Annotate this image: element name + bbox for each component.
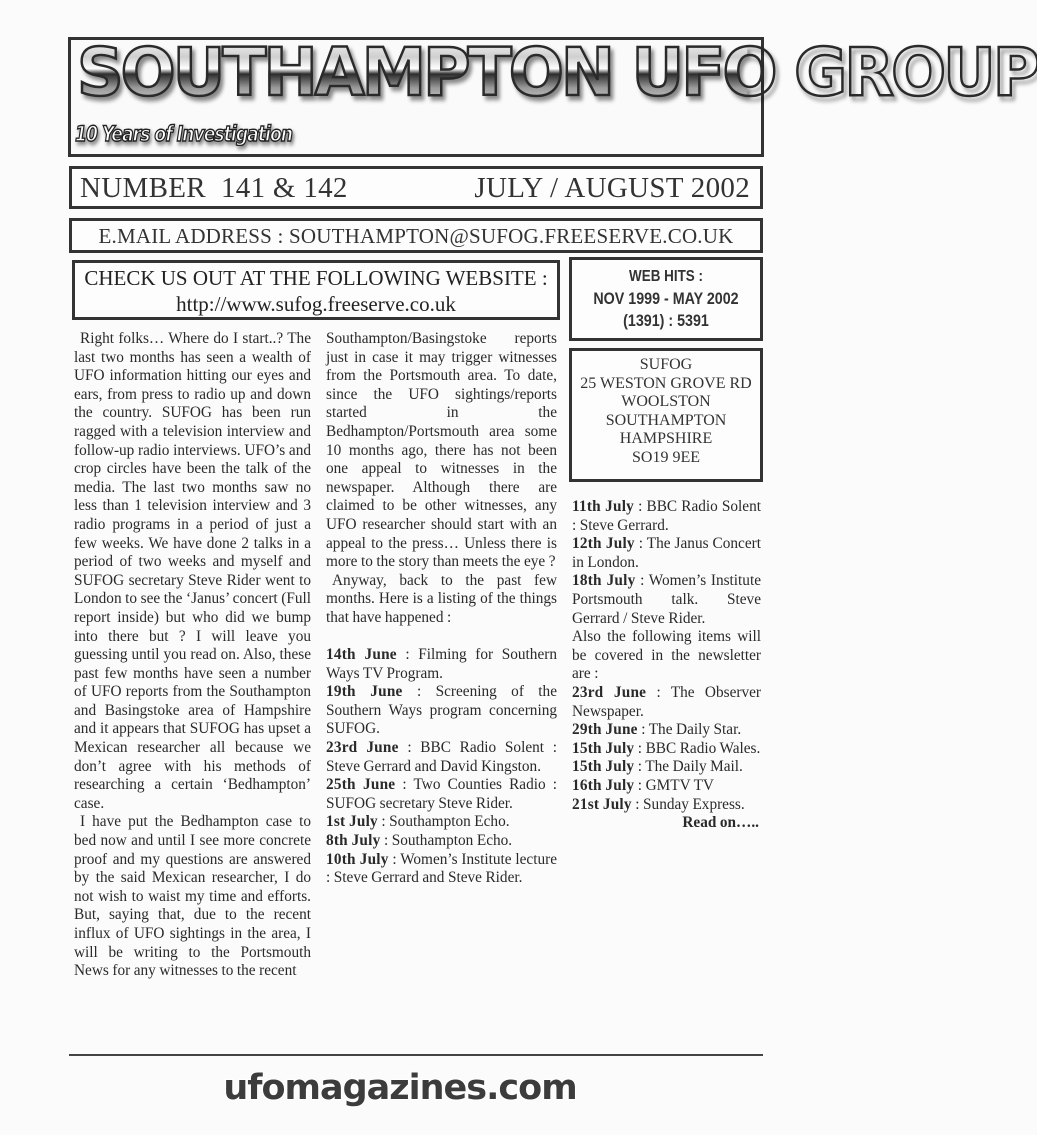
- article-column-left: [74, 330, 311, 981]
- events-list-happened: [326, 646, 557, 888]
- event-text: : Sunday Express.: [631, 795, 745, 813]
- event-date: 8th July: [326, 832, 381, 850]
- website-url: http://www.sufog.freeserve.co.uk: [176, 292, 456, 316]
- covered-entry: [572, 684, 761, 721]
- event-date: 12th July: [572, 535, 635, 553]
- covered-entry: [572, 740, 761, 759]
- event-entry: [326, 646, 557, 683]
- event-text: : Southampton Echo.: [377, 813, 510, 831]
- address-line: HAMPSHIRE: [619, 430, 713, 448]
- event-entry: [326, 851, 557, 888]
- article-paragraph: Anyway, back to the past few months. Here is a listing of the things that have happened :: [326, 571, 557, 626]
- web-hits-box: [569, 257, 763, 341]
- event-date: 15th July: [572, 758, 635, 776]
- event-date: 16th July: [572, 776, 635, 794]
- issue-date: JULY / AUGUST 2002: [474, 172, 750, 204]
- read-on-link: Read on…..: [682, 814, 759, 832]
- watermark: ufomagazines.com: [223, 1068, 577, 1108]
- event-entry: [326, 739, 557, 776]
- event-text: : Screening of the Southern Ways program concerning SUFOG.: [326, 683, 557, 738]
- event-entry: [326, 683, 557, 739]
- web-hits-title: WEB HITS :: [629, 268, 703, 285]
- event-date: 14th June: [326, 646, 397, 664]
- event-text: : BBC Radio Solent : Steve Gerrard and David Kingston.: [326, 739, 557, 775]
- article-paragraph: I have put the Bedhampton case to bed now and until I see more concrete proof and my questions are answered by the said Mexican researcher, I do not wish to waist my time and efforts. But, saying that, due to the recent influx of UFO sightings in the area, I will be writing to the Portsmouth News for any witnesses to the recent: [74, 813, 311, 980]
- event-entry: [326, 776, 557, 813]
- masthead: [68, 34, 1037, 157]
- event-text: : The Daily Star.: [637, 721, 742, 739]
- address-line: SO19 9EE: [632, 448, 700, 466]
- event-entry: [572, 572, 761, 628]
- covered-entry: [572, 758, 761, 777]
- event-text: : BBC Radio Solent : Steve Gerrard.: [572, 498, 761, 534]
- covered-entry: [572, 796, 761, 815]
- event-date: 21st July: [572, 795, 632, 813]
- email-address: E.MAIL ADDRESS : SOUTHAMPTON@SUFOG.FREESERVE.CO.UK: [98, 224, 734, 248]
- event-entry: [326, 832, 557, 851]
- event-text: : Two Counties Radio : SUFOG secretary Steve Rider.: [326, 776, 557, 812]
- address-line: SUFOG: [639, 356, 693, 373]
- event-date: 29th June: [572, 721, 638, 739]
- event-text: : Women’s Institute Portsmouth talk. Steve Gerrard / Steve Rider.: [572, 572, 761, 627]
- event-text: : Southampton Echo.: [380, 832, 513, 850]
- event-text: : Filming for Southern Ways TV Program.: [326, 646, 557, 682]
- article-paragraph: Right folks… Where do I start..? The last two months has seen a wealth of UFO information hitting our eyes and ears, from press to radio up and down the country. SUFOG has been run ragged with a television interview and follow-up radio interviews. UFO’s and crop circles have been the talk of the media. The last two months saw no less than 1 television interview and 3 radio programs in a period of just a few weeks. We have done 2 talks in a period of two weeks and myself and SUFOG secretary Steve Rider went to London to see the ‘Janus’ concert (Full report inside) but who did we bump into there but ? I will leave you guessing until you read on. Also, these past few months have seen a number of UFO reports from the Southampton and Basingstoke area of Hampshire and it appears that SUFOG has upset a Mexican researcher all because we don’t agree with his methods of researching a certain ‘Bedhampton’ case.: [74, 330, 311, 812]
- address-line: SOUTHAMPTON: [605, 411, 727, 429]
- event-entry: [326, 813, 557, 832]
- web-hits-count: (1391) : 5391: [623, 311, 709, 330]
- event-date: 23rd June: [572, 683, 647, 701]
- issue-number: NUMBER 141 & 142: [80, 172, 348, 204]
- event-date: 11th July: [572, 498, 635, 515]
- event-date: 25th June: [326, 776, 396, 794]
- website-heading: CHECK US OUT AT THE FOLLOWING WEBSITE :: [84, 266, 548, 290]
- article-column-right: [572, 498, 761, 833]
- event-entry: [572, 498, 761, 535]
- event-text: : The Observer Newspaper.: [572, 683, 761, 720]
- event-entry: [572, 535, 761, 572]
- covered-entry: [572, 721, 761, 740]
- event-date: 19th June: [326, 683, 403, 701]
- event-text: : GMTV TV: [634, 776, 714, 794]
- logo-title: SOUTHAMPTON UFO GROUP: [77, 34, 1037, 111]
- event-text: : The Janus Concert in London.: [572, 535, 761, 571]
- logo-tagline: 10 Years of Investigation: [75, 122, 293, 146]
- address-box: [569, 348, 763, 482]
- email-bar: [69, 218, 763, 253]
- event-date: 18th July: [572, 572, 636, 590]
- covered-entry: [572, 777, 761, 796]
- event-text: : Women’s Institute lecture : Steve Gerrard and Steve Rider.: [326, 850, 557, 887]
- article-paragraph: Southampton/Basingstoke reports just in case it may trigger witnesses from the Portsmouth area. To date, since the UFO sightings/reports started in the Bedhampton/Portsmouth area some 10 months ago, there has not been one appeal to witnesses in the newspaper. Although there are claimed to be other witnesses, any UFO researcher should start with an appeal to the press… Unless there is more to the story than meets the eye ?: [326, 330, 557, 571]
- article-column-middle: [326, 330, 557, 888]
- address-line: WOOLSTON: [621, 393, 711, 411]
- event-date: 1st July: [326, 813, 378, 831]
- issue-bar: [69, 166, 763, 209]
- covered-intro: Also the following items will be covered in the newsletter are :: [572, 628, 761, 683]
- website-box: [72, 260, 560, 320]
- event-date: 10th July: [326, 850, 389, 868]
- event-date: 23rd June: [326, 739, 399, 757]
- event-text: : BBC Radio Wales.: [634, 739, 761, 757]
- bottom-divider: [69, 1054, 763, 1056]
- event-text: : The Daily Mail.: [634, 758, 743, 776]
- event-date: 15th July: [572, 739, 635, 757]
- address-line: 25 WESTON GROVE RD: [580, 374, 752, 392]
- web-hits-period: NOV 1999 - MAY 2002: [593, 289, 739, 308]
